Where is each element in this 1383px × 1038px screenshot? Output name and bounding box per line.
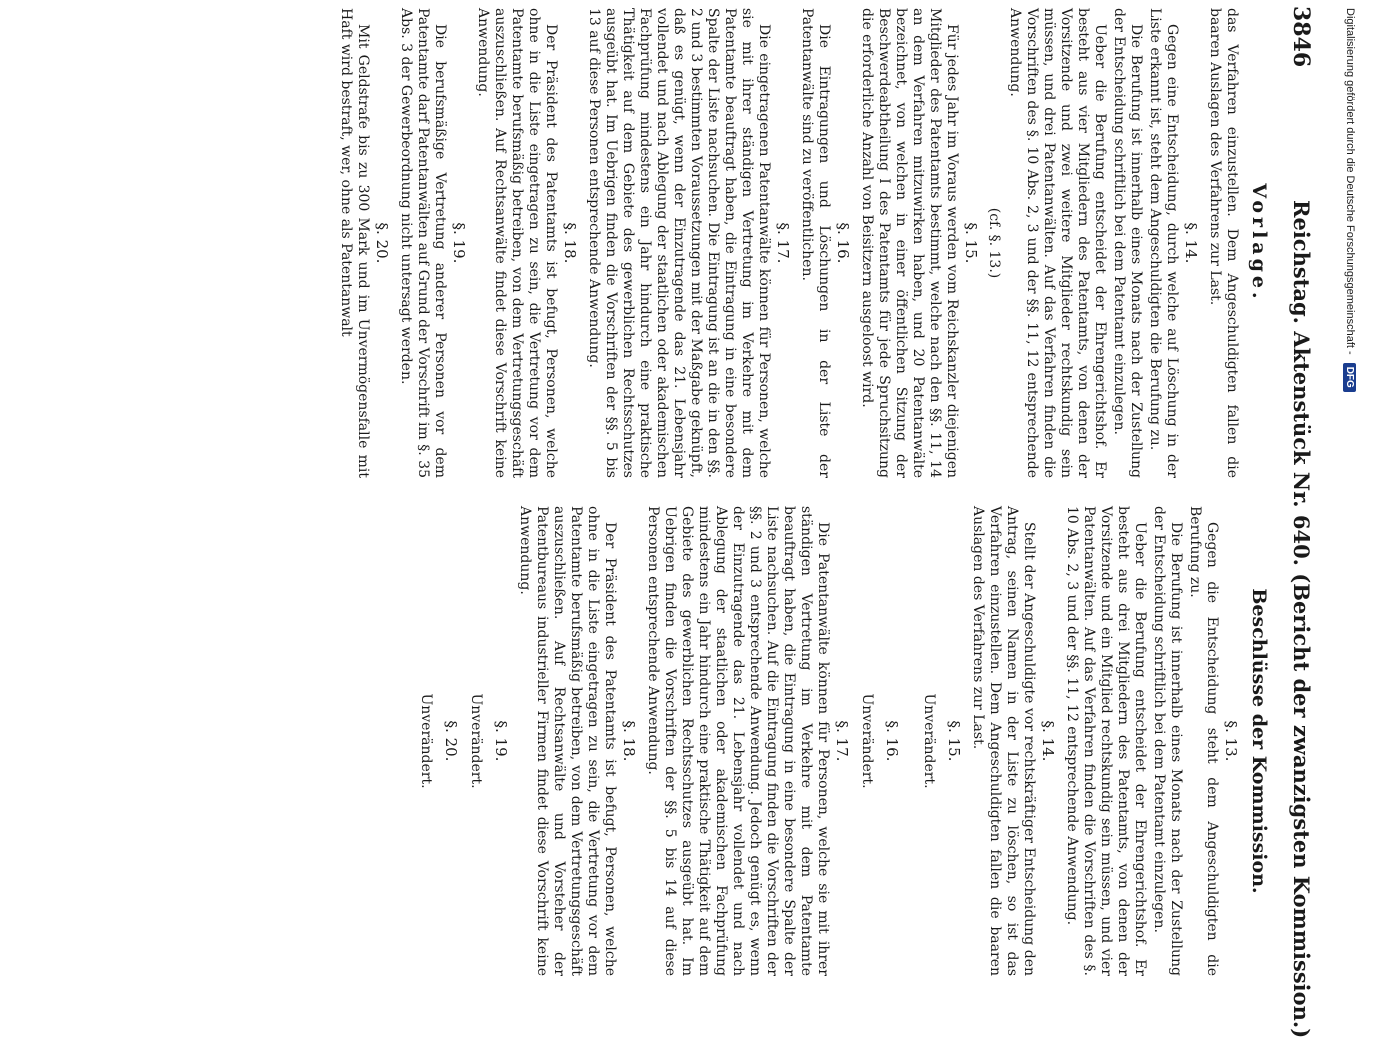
paragraph: Ueber die Berufung entscheidet der Ehrengerichtshof. Er besteht aus drei Mitgliedern des Patentamts, von denen der Vorsitzende und ein Mitglied rechtskundig sein müssen, und vier Patentanwälten. Auf das Verfahren finden die Vorschriften des §. 10 Abs. 2, 3 und der §§. 11, 12 entsprechende Anwendung.: [1064, 506, 1148, 976]
section-number: §. 19.: [492, 720, 510, 762]
section-number: §. 18.: [620, 720, 638, 762]
paragraph: Ueber die Berufung entscheidet der Ehrengerichtshof. Er besteht aus vier Mitgliedern des Patentamts, von denen der Vorsitzende und zwei weitere Mitglieder rechtskundig sein müssen, und drei Patentanwälten. Auf das Verfahren finden die Vorschriften des §. 10 Abs. 2, 3 und der §§. 11, 12 entsprechende Anwendung.: [1007, 8, 1108, 478]
paragraph: Mit Geldstrafe bis zu 300 Mark und im Unvermögensfalle mit Haft wird bestraft, wer, ohne als Patentanwalt: [338, 8, 371, 478]
right-column: [410, 506, 1270, 976]
digitization-footer: [1335, 0, 1383, 1000]
paragraph: Die Patentanwälte können für Personen, welche sie mit ihrer ständigen Vertretung im Verkehre mit dem Patentamte beauftragt haben, die Eintragung in eine besondere Spalte der Liste nachsuchen. Auf die Eintragung finden die Vorschriften der §§. 2 und 3 entsprechende Anwendung. Jedoch genügt es, wenn der Einzutragende das 21. Lebensjahr vollendet und nach Ablegung der staatlichen oder akademischen Fachprüfung mindestens ein Jahr hindurch eine praktische Thätigkeit auf dem Gebiete des gewerblichen Rechtsschutzes ausgeübt hat. Im Uebrigen finden die Vorschriften der §§. 5 bis 14 auf diese Personen entsprechende Anwendung.: [645, 506, 831, 976]
section-number: §. 17.: [833, 720, 851, 762]
paragraph: das Verfahren einzustellen. Dem Angeschuldigten fallen die baaren Auslagen des Verfahrens zur Last.: [1207, 8, 1240, 478]
section-number: §. 20.: [442, 720, 460, 762]
dfg-logo: DFG: [1344, 363, 1357, 392]
left-column-body: [337, 8, 1240, 478]
running-head: Reichstag. Aktenstück Nr. 640. (Bericht der zwanzigsten Kommission.): [1289, 200, 1314, 1038]
paragraph: Die Berufung ist innerhalb eines Monats nach der Zustellung der Entscheidung schriftlich bei dem Patentamt einzulegen.: [1151, 506, 1184, 976]
paragraph: Der Präsident des Patentamts ist befugt, Personen, welche ohne in die Liste eingetragen zu sein, die Vertretung vor dem Patentamte berufsmäßig betreiben, von dem Vertretungsgeschäft auszuschließen. Auf Rechtsanwälte und Vorsteher der Patentbureaus industrieller Firmen findet diese Vorschrift keine Anwendung.: [517, 506, 618, 976]
paragraph: Die eingetragenen Patentanwälte können für Personen, welche sie mit ihrer ständigen Vertretung im Verkehre mit dem Patentamte beauftragt haben, die Eintragung in eine besondere Spalte der Liste nachsuchen. Die Eintragung ist an die in den §§. 2 und 3 bestimmten Voraussetzungen mit der Maßgabe geknüpft, daß es genügt, wenn der Einzutragende das 21. Lebensjahr vollendet und nach Ablegung der staatlichen oder akademischen Fachprüfung mindestens ein Jahr hindurch eine praktische Thätigkeit auf dem Gebiete des gewerblichen Rechtsschutzes ausgeübt hat. Im Uebrigen finden die Vorschriften der §§. 5 bis 13 auf diese Personen entsprechende Anwendung.: [586, 8, 772, 478]
section-number: §. 15.: [945, 720, 963, 762]
section-number: §. 16.: [883, 720, 901, 762]
paragraph: Die Berufung ist innerhalb eines Monats nach der Zustellung der Entscheidung schriftlich bei dem Patentamt einzulegen.: [1111, 8, 1144, 478]
section-number: §. 14.: [1182, 222, 1200, 264]
unchanged-note: Unverändert.: [418, 693, 434, 789]
unchanged-note: Unverändert.: [468, 693, 484, 789]
spacer: [907, 506, 913, 976]
cross-reference: (cf. §. 13.): [986, 207, 1002, 279]
page-header: [1268, 0, 1318, 1038]
left-column-title: Vorlage.: [1248, 183, 1270, 303]
unchanged-note: Unverändert.: [859, 693, 875, 789]
section-number: §. 20.: [373, 222, 391, 264]
footer-text: Digitalisierung gefördert durch die Deutsche Forschungsgemeinschaft -: [1344, 8, 1356, 355]
section-number: §. 13.: [1222, 720, 1240, 762]
paragraph: Für jedes Jahr im Voraus werden vom Reichskanzler diejenigen Mitglieder des Patentamts bestimmt, welche nach den §§. 11, 14 an dem Verfahren mitzuwirken haben, und 20 Patentanwälte bezeichnet, von welchen in einer öffentlichen Sitzung der Beschwerdeabtheilung I des Patentamts für jede Spruchsitzung die erforderliche Anzahl von Beisitzern ausgeloost wird.: [859, 8, 960, 478]
section-number: §. 19.: [450, 222, 468, 264]
left-column: [335, 8, 1270, 478]
paragraph: Die Eintragungen und Löschungen in der Liste der Patentanwälte sind zu veröffentlichen.: [799, 8, 832, 478]
paragraph: Der Präsident des Patentamts ist befugt, Personen, welche ohne in die Liste eingetragen zu sein, die Vertretung vor dem Patentamte berufsmäßig betreiben, von dem Vertretungsgeschäft auszuschließen. Auf Rechtsanwälte findet diese Vorschrift keine Anwendung.: [475, 8, 559, 478]
right-column-title: Beschlüsse der Kommission.: [1248, 588, 1270, 894]
section-number: §. 15.: [962, 222, 980, 264]
paragraph: Stellt der Angeschuldigte vor rechtskräftiger Entscheidung den Antrag, seinen Namen in der Liste zu löschen, so ist das Verfahren einzustellen. Dem Angeschuldigten fallen die baaren Auslagen des Verfahrens zur Last.: [970, 506, 1037, 976]
section-number: §. 16.: [834, 222, 852, 264]
section-number: §. 14.: [1039, 720, 1057, 762]
unchanged-note: Unverändert.: [921, 693, 937, 789]
paragraph: Die berufsmäßige Vertretung anderer Personen vor dem Patentamte darf Patentanwälten auf Grund der Vorschrift im §. 35 Abs. 3 der Gewerbeordnung nicht untersagt werden.: [398, 8, 448, 478]
paragraph: Gegen die Entscheidung steht dem Angeschuldigten die Berufung zu.: [1187, 506, 1220, 976]
section-number: §. 18.: [561, 222, 579, 264]
section-number: §. 17.: [774, 222, 792, 264]
page-number: 3846: [1288, 6, 1314, 68]
paragraph: Gegen eine Entscheidung, durch welche auf Löschung in der Liste erkannt ist, steht dem Angeschuldigten die Berufung zu.: [1147, 8, 1180, 478]
right-column-body: [418, 506, 1240, 976]
